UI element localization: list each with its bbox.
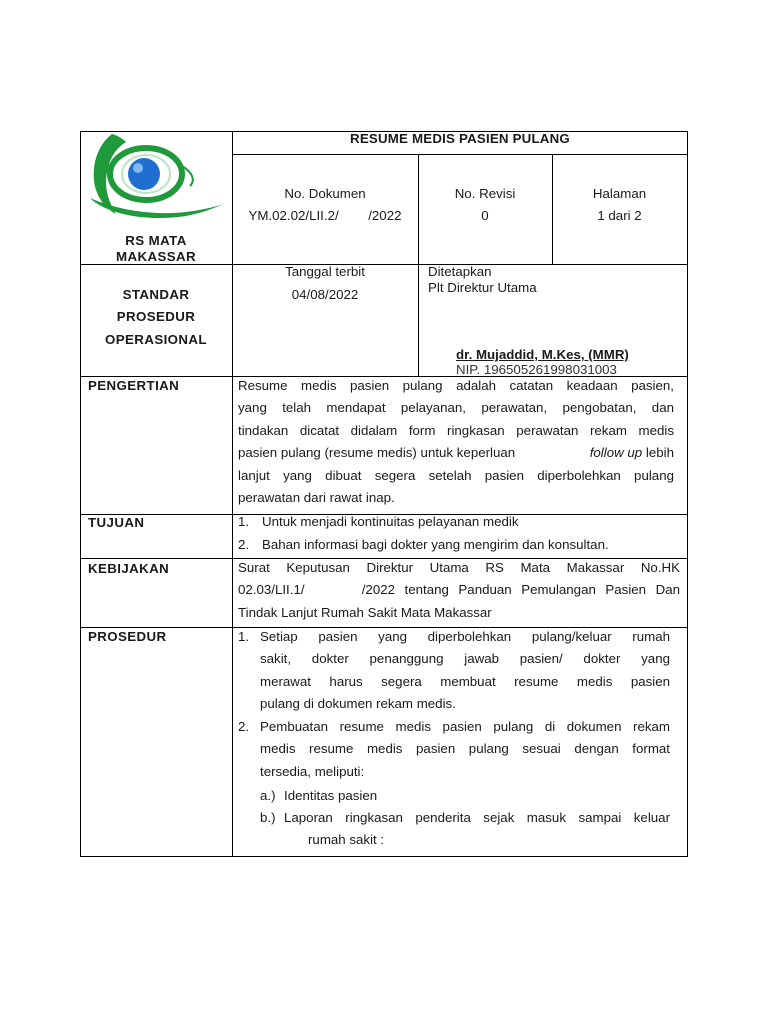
- prosedur-label: PROSEDUR: [88, 629, 167, 644]
- pengertian-line-4-tail: [590, 442, 674, 464]
- page-label: Halaman: [592, 186, 647, 201]
- sop-label-line-2: PROSEDUR: [116, 309, 196, 324]
- prosedur-item-1-line-2: sakit, dokter penanggung jawab pasien/ dokter yang: [260, 651, 670, 667]
- logo-eye-highlight: [133, 163, 143, 173]
- tujuan-item-1-num: 1.: [238, 514, 250, 529]
- document-title: RESUME MEDIS PASIEN PULANG: [350, 131, 570, 146]
- logo-eye-ball: [128, 158, 160, 190]
- issue-date-value: 04/08/2022: [291, 287, 359, 302]
- pengertian-line-4-main: pasien pulang (resume medis) untuk keperluan: [238, 445, 516, 461]
- signatory-name: dr. Mujaddid, M.Kes, (MMR): [456, 347, 629, 362]
- tujuan-label: TUJUAN: [88, 515, 145, 530]
- prosedur-sub-b-text: [284, 807, 670, 852]
- prosedur-sub-a-text: Identitas pasien: [284, 788, 378, 803]
- pengertian-line-2: yang telah mendapat pelayanan, perawatan, pengobatan, dan: [238, 400, 674, 416]
- set-by-role: Plt Direktur Utama: [428, 280, 537, 295]
- prosedur-sub-b-line-2: rumah sakit :: [308, 832, 385, 848]
- prosedur-item-1-line-3: merawat harus segera membuat resume medis pasien: [260, 673, 670, 689]
- prosedur-item-1-line-4: pulang di dokumen rekam medis.: [260, 696, 456, 712]
- prosedur-sub-b-num: b.): [260, 810, 276, 825]
- tujuan-item-2-text: Bahan informasi bagi dokter yang mengirim dan konsultan.: [262, 537, 609, 552]
- pengertian-line-1: Resume medis pasien pulang adalah catatan keadaan pasien,: [238, 378, 674, 393]
- pengertian-text: [238, 375, 674, 509]
- pengertian-line-4: [238, 442, 674, 464]
- prosedur-item-2-text: [260, 716, 670, 783]
- hospital-name-line-1: RS MATA: [125, 233, 187, 248]
- doc-no-label: No. Dokumen: [284, 186, 366, 201]
- prosedur-item-2-num: 2.: [238, 719, 250, 734]
- kebijakan-line-2: 02.03/LII.1/ /2022 tentang Panduan Pemulangan Pasien Dan: [238, 582, 680, 598]
- doc-no-value: YM.02.02/LII.2/ /2022: [248, 208, 402, 223]
- kebijakan-line-3: Tindak Lanjut Rumah Sakit Mata Makassar: [238, 604, 492, 620]
- prosedur-sub-a-num: a.): [260, 788, 276, 803]
- title-row-divider: [232, 154, 688, 155]
- revision-label: No. Revisi: [454, 186, 516, 201]
- kebijakan-line-1: Surat Keputusan Direktur Utama RS Mata Makassar No.HK: [238, 560, 680, 575]
- prosedur-item-2-line-3: tersedia, meliputi:: [260, 763, 365, 779]
- pengertian-line-6: perawatan dari rawat inap.: [238, 489, 395, 505]
- page-value: 1 dari 2: [597, 208, 642, 223]
- hospital-logo: [86, 128, 228, 224]
- prosedur-item-1-line-1: Setiap pasien yang diperbolehkan pulang/keluar rumah: [260, 629, 670, 644]
- tujuan-item-1-text: Untuk menjadi kontinuitas pelayanan medik: [262, 514, 519, 529]
- pengertian-line-5: lanjut yang dibuat segera setelah pasien diperbolehkan pulang: [238, 467, 674, 483]
- prosedur-item-2-line-2: medis resume medis pasien pulang sesuai dengan format: [260, 741, 670, 757]
- pengertian-line-3: tindakan dicatat didalam form ringkasan perawatan rekam medis: [238, 422, 674, 438]
- sop-label-line-1: STANDAR: [122, 287, 190, 302]
- issue-date-label: Tanggal terbit: [285, 264, 365, 279]
- pengertian-line-4-end: lebih: [645, 445, 674, 461]
- hospital-name-line-2: MAKASSAR: [115, 249, 197, 264]
- column-divider: [232, 131, 233, 857]
- kebijakan-label: KEBIJAKAN: [88, 561, 170, 576]
- signatory-nip: NIP. 196505261998031003: [456, 362, 617, 377]
- prosedur-item-2-line-1: Pembuatan resume medis pasien pulang di dokumen rekam: [260, 719, 670, 734]
- prosedur-item-1-text: [260, 626, 670, 716]
- follow-up-phrase: follow up: [589, 445, 643, 461]
- prosedur-item-1-num: 1.: [238, 629, 250, 644]
- sop-label-line-3: OPERASIONAL: [105, 332, 207, 347]
- kebijakan-text: [238, 557, 680, 624]
- table-border-right: [687, 131, 688, 857]
- table-border-bottom: [80, 856, 688, 857]
- pengertian-label: PENGERTIAN: [88, 378, 180, 393]
- revision-value: 0: [481, 208, 489, 223]
- tujuan-item-2-num: 2.: [238, 537, 250, 552]
- set-by-label: Ditetapkan: [428, 264, 492, 279]
- prosedur-sub-b-line-1: Laporan ringkasan penderita sejak masuk sampai keluar: [284, 810, 670, 825]
